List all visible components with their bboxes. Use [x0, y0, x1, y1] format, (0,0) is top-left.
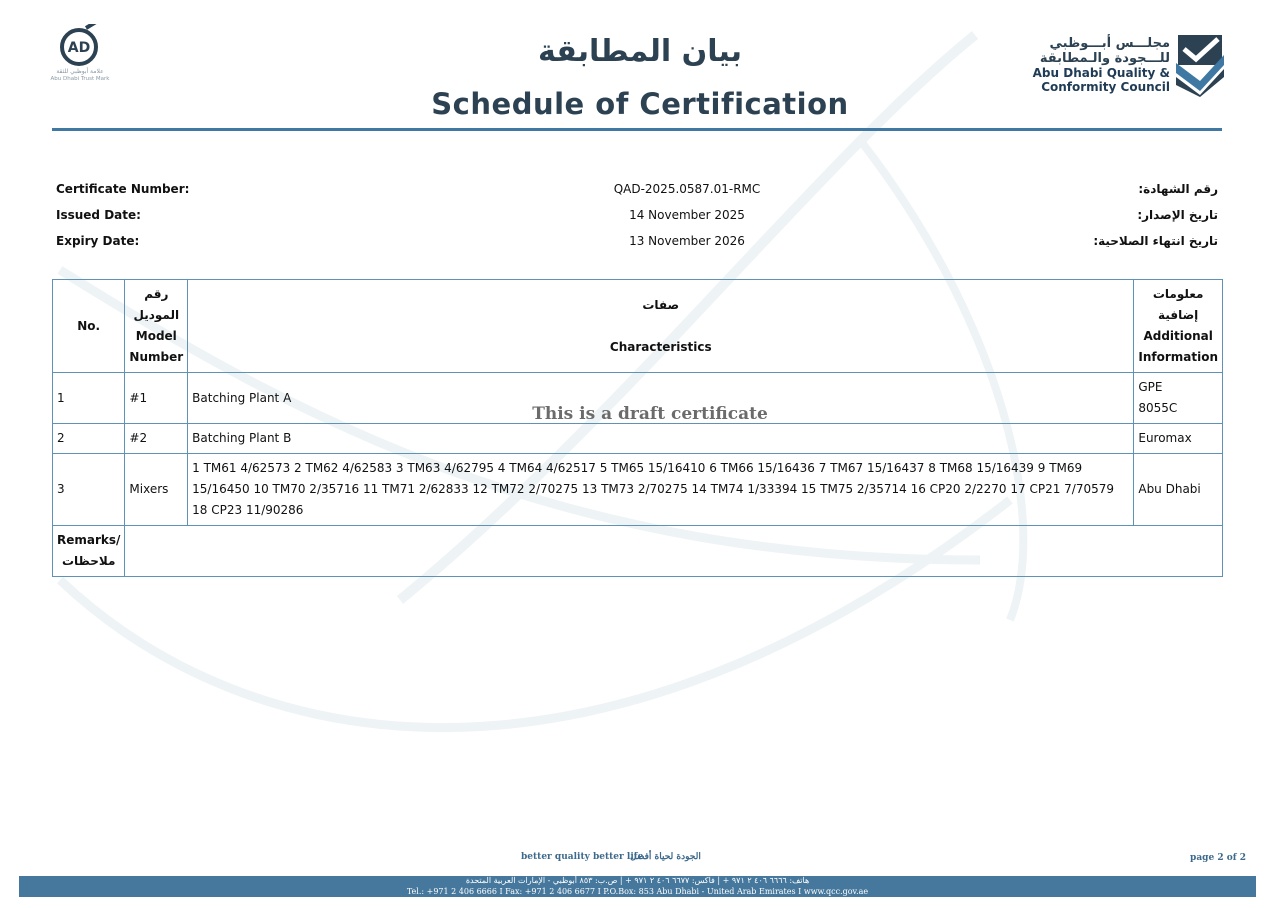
- council-name-arabic-1: مجلـــس أبـــوظبي: [1049, 36, 1170, 51]
- row-model: #2: [125, 424, 188, 454]
- header-characteristics-ar: صفات: [642, 297, 680, 312]
- expiry-date-value: 13 November 2026: [629, 234, 745, 248]
- remarks-value: [125, 526, 1223, 577]
- header-model-ar-1: رقم: [144, 287, 169, 301]
- footer-contact-arabic: هاتف: ٦٦٦٦ ٤٠٦ ٢ ٩٧١ + | فاكس: ٦٦٧٧ ٤٠٦ ٢ ٩٧١ + | ص.ب: ٨٥٣ أبوظبي - الإمارات العربية المتحدة: [465, 876, 810, 885]
- certificate-number-label: Certificate Number:: [56, 182, 190, 196]
- header-characteristics: [188, 280, 1134, 373]
- qcc-chevron-logo-icon: [1174, 33, 1226, 97]
- row-additional-info: Euromax: [1134, 424, 1223, 454]
- row-characteristics: Batching Plant B: [188, 424, 1134, 454]
- header-model-en-1: Model: [135, 329, 177, 343]
- row-no: 3: [53, 454, 125, 526]
- draft-watermark: This is a draft certificate: [532, 404, 768, 424]
- schedule-table: [52, 279, 1223, 577]
- remarks-label-en: Remarks/: [57, 533, 121, 547]
- certificate-number-value: QAD-2025.0587.01-RMC: [613, 182, 761, 196]
- expiry-date-label: Expiry Date:: [56, 234, 140, 248]
- ad-trust-mark-logo: [50, 24, 110, 92]
- row-characteristics: 1 TM61 4/62573 2 TM62 4/62583 3 TM63 4/62795 4 TM64 4/62517 5 TM65 15/16410 6 TM66 15/16436 7 TM67 15/16437 8 TM68 15/16439 9 TM69 15/16450 10 TM70 2/35716 11 TM71 2/62833 12 TM72 2/70275 13 TM73 2/70275 14 TM74 1/33394 15 TM75 2/35714 16 CP20 2/2270 17 CP21 7/70579 18 CP23 11/90286: [188, 454, 1134, 526]
- row-no: 2: [53, 424, 125, 454]
- header-characteristics-en: Characteristics: [609, 339, 712, 354]
- council-name: [1000, 36, 1170, 94]
- header-info-en-2: Information: [1138, 350, 1218, 364]
- table-row: [53, 424, 1223, 454]
- issued-date-label-arabic: تاريخ الإصدار:: [1137, 208, 1218, 222]
- council-name-english-2: Conformity Council: [1041, 80, 1170, 94]
- issued-date-label: Issued Date:: [56, 208, 141, 222]
- ad-monogram: AD: [67, 40, 91, 56]
- expiry-date-label-arabic: تاريخ انتهاء الصلاحية:: [1093, 234, 1218, 248]
- certificate-number-row: [52, 182, 1222, 204]
- certificate-number-label-arabic: رقم الشهادة:: [1138, 182, 1218, 196]
- header-info-en-1: Additional: [1143, 329, 1213, 343]
- row-additional-info: [1134, 373, 1223, 424]
- footer-slogan-english: better quality better life: [521, 852, 644, 862]
- page-number: page 2 of 2: [1190, 853, 1246, 863]
- row-info-line-1: GPE: [1138, 380, 1163, 394]
- page-title-arabic: بيان المطابقة: [537, 34, 743, 69]
- footer-contact-english: Tel.: +971 2 406 6666 I Fax: +971 2 406 6677 I P.O.Box: 853 Abu Dhabi - United Arab Emirates I www.qcc.gov.ae: [406, 887, 869, 896]
- council-name-arabic-2: للـــجودة والـمطابقة: [1039, 51, 1170, 66]
- table-row: [53, 454, 1223, 526]
- header-divider: [52, 128, 1222, 131]
- header-model-number: [125, 280, 188, 373]
- ad-caption-english: Abu Dhabi Trust Mark: [50, 76, 110, 82]
- row-model: Mixers: [125, 454, 188, 526]
- council-name-english-1: Abu Dhabi Quality &: [1032, 66, 1170, 80]
- footer-contact-bar: [19, 876, 1256, 897]
- header-info-ar-2: إضافية: [1158, 308, 1199, 322]
- ad-trust-mark-icon: [50, 24, 110, 70]
- issued-date-row: [52, 208, 1222, 230]
- row-additional-info: Abu Dhabi: [1134, 454, 1223, 526]
- header-info-ar-1: معلومات: [1152, 287, 1204, 301]
- table-header-row: [53, 280, 1223, 373]
- header-model-en-2: Number: [129, 350, 184, 364]
- issued-date-value: 14 November 2025: [629, 208, 745, 222]
- header-no: No.: [53, 280, 125, 373]
- expiry-date-row: [52, 234, 1222, 256]
- remarks-row: [53, 526, 1223, 577]
- footer-slogan-arabic: الجودة لحياة أفضل: [630, 852, 701, 862]
- row-model: #1: [125, 373, 188, 424]
- row-no: 1: [53, 373, 125, 424]
- header-additional-information: [1134, 280, 1223, 373]
- header-model-ar-2: الموديل: [133, 308, 180, 322]
- remarks-label-ar: ملاحظات: [61, 554, 116, 568]
- page-title: Schedule of Certification: [431, 87, 849, 121]
- remarks-label: [53, 526, 125, 577]
- row-characteristics: Batching Plant A: [188, 373, 1134, 424]
- row-info-line-2: 8055C: [1138, 401, 1178, 415]
- ad-caption-arabic: علامة أبوظبي للثقة: [56, 68, 104, 75]
